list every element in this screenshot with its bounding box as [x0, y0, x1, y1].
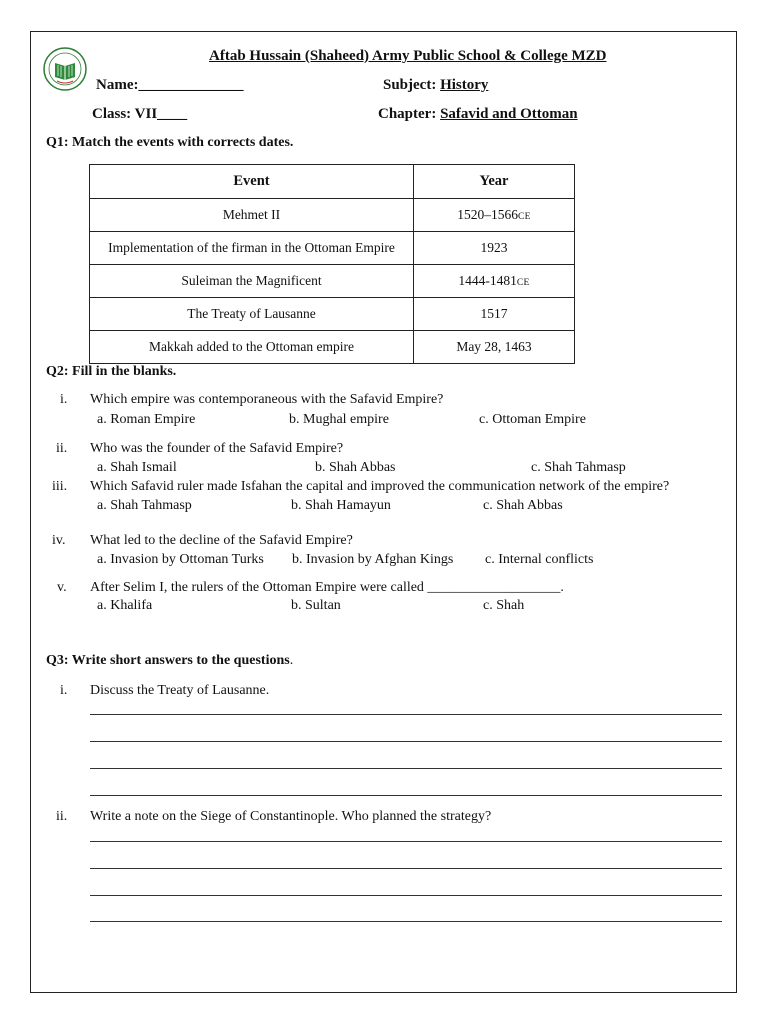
table-row [90, 265, 575, 298]
option-c: c. Shah Abbas [483, 498, 563, 513]
option-a: a. Invasion by Ottoman Turks [97, 552, 264, 567]
subject-label: Subject: [383, 77, 437, 93]
event-cell: Mehmet II [90, 199, 414, 232]
q2-question: After Selim I, the rulers of the Ottoman Empire were called ___________________. [90, 580, 564, 595]
option-c: c. Shah [483, 598, 525, 613]
option-a: a. Roman Empire [97, 412, 196, 427]
q2-item-number: iv. [52, 533, 66, 548]
year-cell: May 28, 1463 [414, 331, 575, 364]
option-a: a. Shah Tahmasp [97, 498, 192, 513]
q2-item-number: v. [57, 580, 67, 595]
name-field[interactable] [96, 77, 243, 94]
chapter-value: Safavid and Ottoman [440, 106, 578, 122]
class-field[interactable]: Class: VII____ [92, 106, 188, 122]
table-row [90, 331, 575, 364]
school-logo-icon [43, 47, 87, 91]
table-row [90, 232, 575, 265]
answer-line[interactable] [90, 741, 722, 742]
option-b: b. Shah Hamayun [291, 498, 391, 513]
q3-title: Q3: Write short answers to the questions. [46, 653, 294, 668]
option-c: c. Ottoman Empire [479, 412, 586, 427]
q3-question: Write a note on the Siege of Constantinople. Who planned the strategy? [90, 809, 492, 824]
event-cell: Suleiman the Magnificent [90, 265, 414, 298]
q2-question: What led to the decline of the Safavid Empire? [90, 533, 353, 548]
q2-question: Which Safavid ruler made Isfahan the capital and improved the communication network of the empire? [90, 479, 670, 494]
answer-line[interactable] [90, 895, 722, 896]
q2-question: Which empire was contemporaneous with the Safavid Empire? [90, 392, 444, 407]
answer-line[interactable] [90, 714, 722, 715]
event-cell: Makkah added to the Ottoman empire [90, 331, 414, 364]
year-column-header: Year [414, 165, 575, 199]
year-cell: 1517 [414, 298, 575, 331]
answer-line[interactable] [90, 921, 722, 922]
option-b: b. Invasion by Afghan Kings [292, 552, 454, 567]
option-c: c. Shah Tahmasp [531, 460, 626, 475]
answer-line[interactable] [90, 768, 722, 769]
table-header-row [90, 165, 575, 199]
name-label: Name: [96, 77, 139, 93]
event-column-header: Event [90, 165, 414, 199]
year-cell: 1520–1566CE [414, 199, 575, 232]
answer-line[interactable] [90, 868, 722, 869]
school-title: Aftab Hussain (Shaheed) Army Public School & College MZD [209, 48, 607, 64]
option-b: b. Sultan [291, 598, 341, 613]
option-b: b. Mughal empire [289, 412, 389, 427]
option-c: c. Internal conflicts [485, 552, 594, 567]
subject-line [383, 77, 488, 94]
subject-value: History [440, 77, 489, 93]
name-blank: ______________ [138, 77, 244, 93]
year-cell: 1444-1481CE [414, 265, 575, 298]
table-row [90, 298, 575, 331]
option-a: a. Shah Ismail [97, 460, 177, 475]
q2-item-number: iii. [52, 479, 68, 494]
q3-item-number: ii. [56, 809, 68, 824]
table-row [90, 199, 575, 232]
option-b: b. Shah Abbas [315, 460, 396, 475]
q2-item-number: i. [60, 392, 68, 407]
chapter-line [378, 106, 578, 123]
event-cell: The Treaty of Lausanne [90, 298, 414, 331]
q1-title: Q1: Match the events with corrects dates. [46, 135, 294, 150]
q2-item-number: ii. [56, 441, 68, 456]
chapter-label: Chapter: [378, 106, 437, 122]
answer-line[interactable] [90, 841, 722, 842]
q2-title: Q2: Fill in the blanks. [46, 364, 177, 379]
event-cell: Implementation of the firman in the Ottoman Empire [90, 232, 414, 265]
year-cell: 1923 [414, 232, 575, 265]
answer-line[interactable] [90, 795, 722, 796]
option-a: a. Khalifa [97, 598, 153, 613]
q3-item-number: i. [60, 683, 68, 698]
q3-question: Discuss the Treaty of Lausanne. [90, 683, 270, 698]
q2-question: Who was the founder of the Safavid Empire? [90, 441, 344, 456]
events-table [89, 164, 575, 364]
